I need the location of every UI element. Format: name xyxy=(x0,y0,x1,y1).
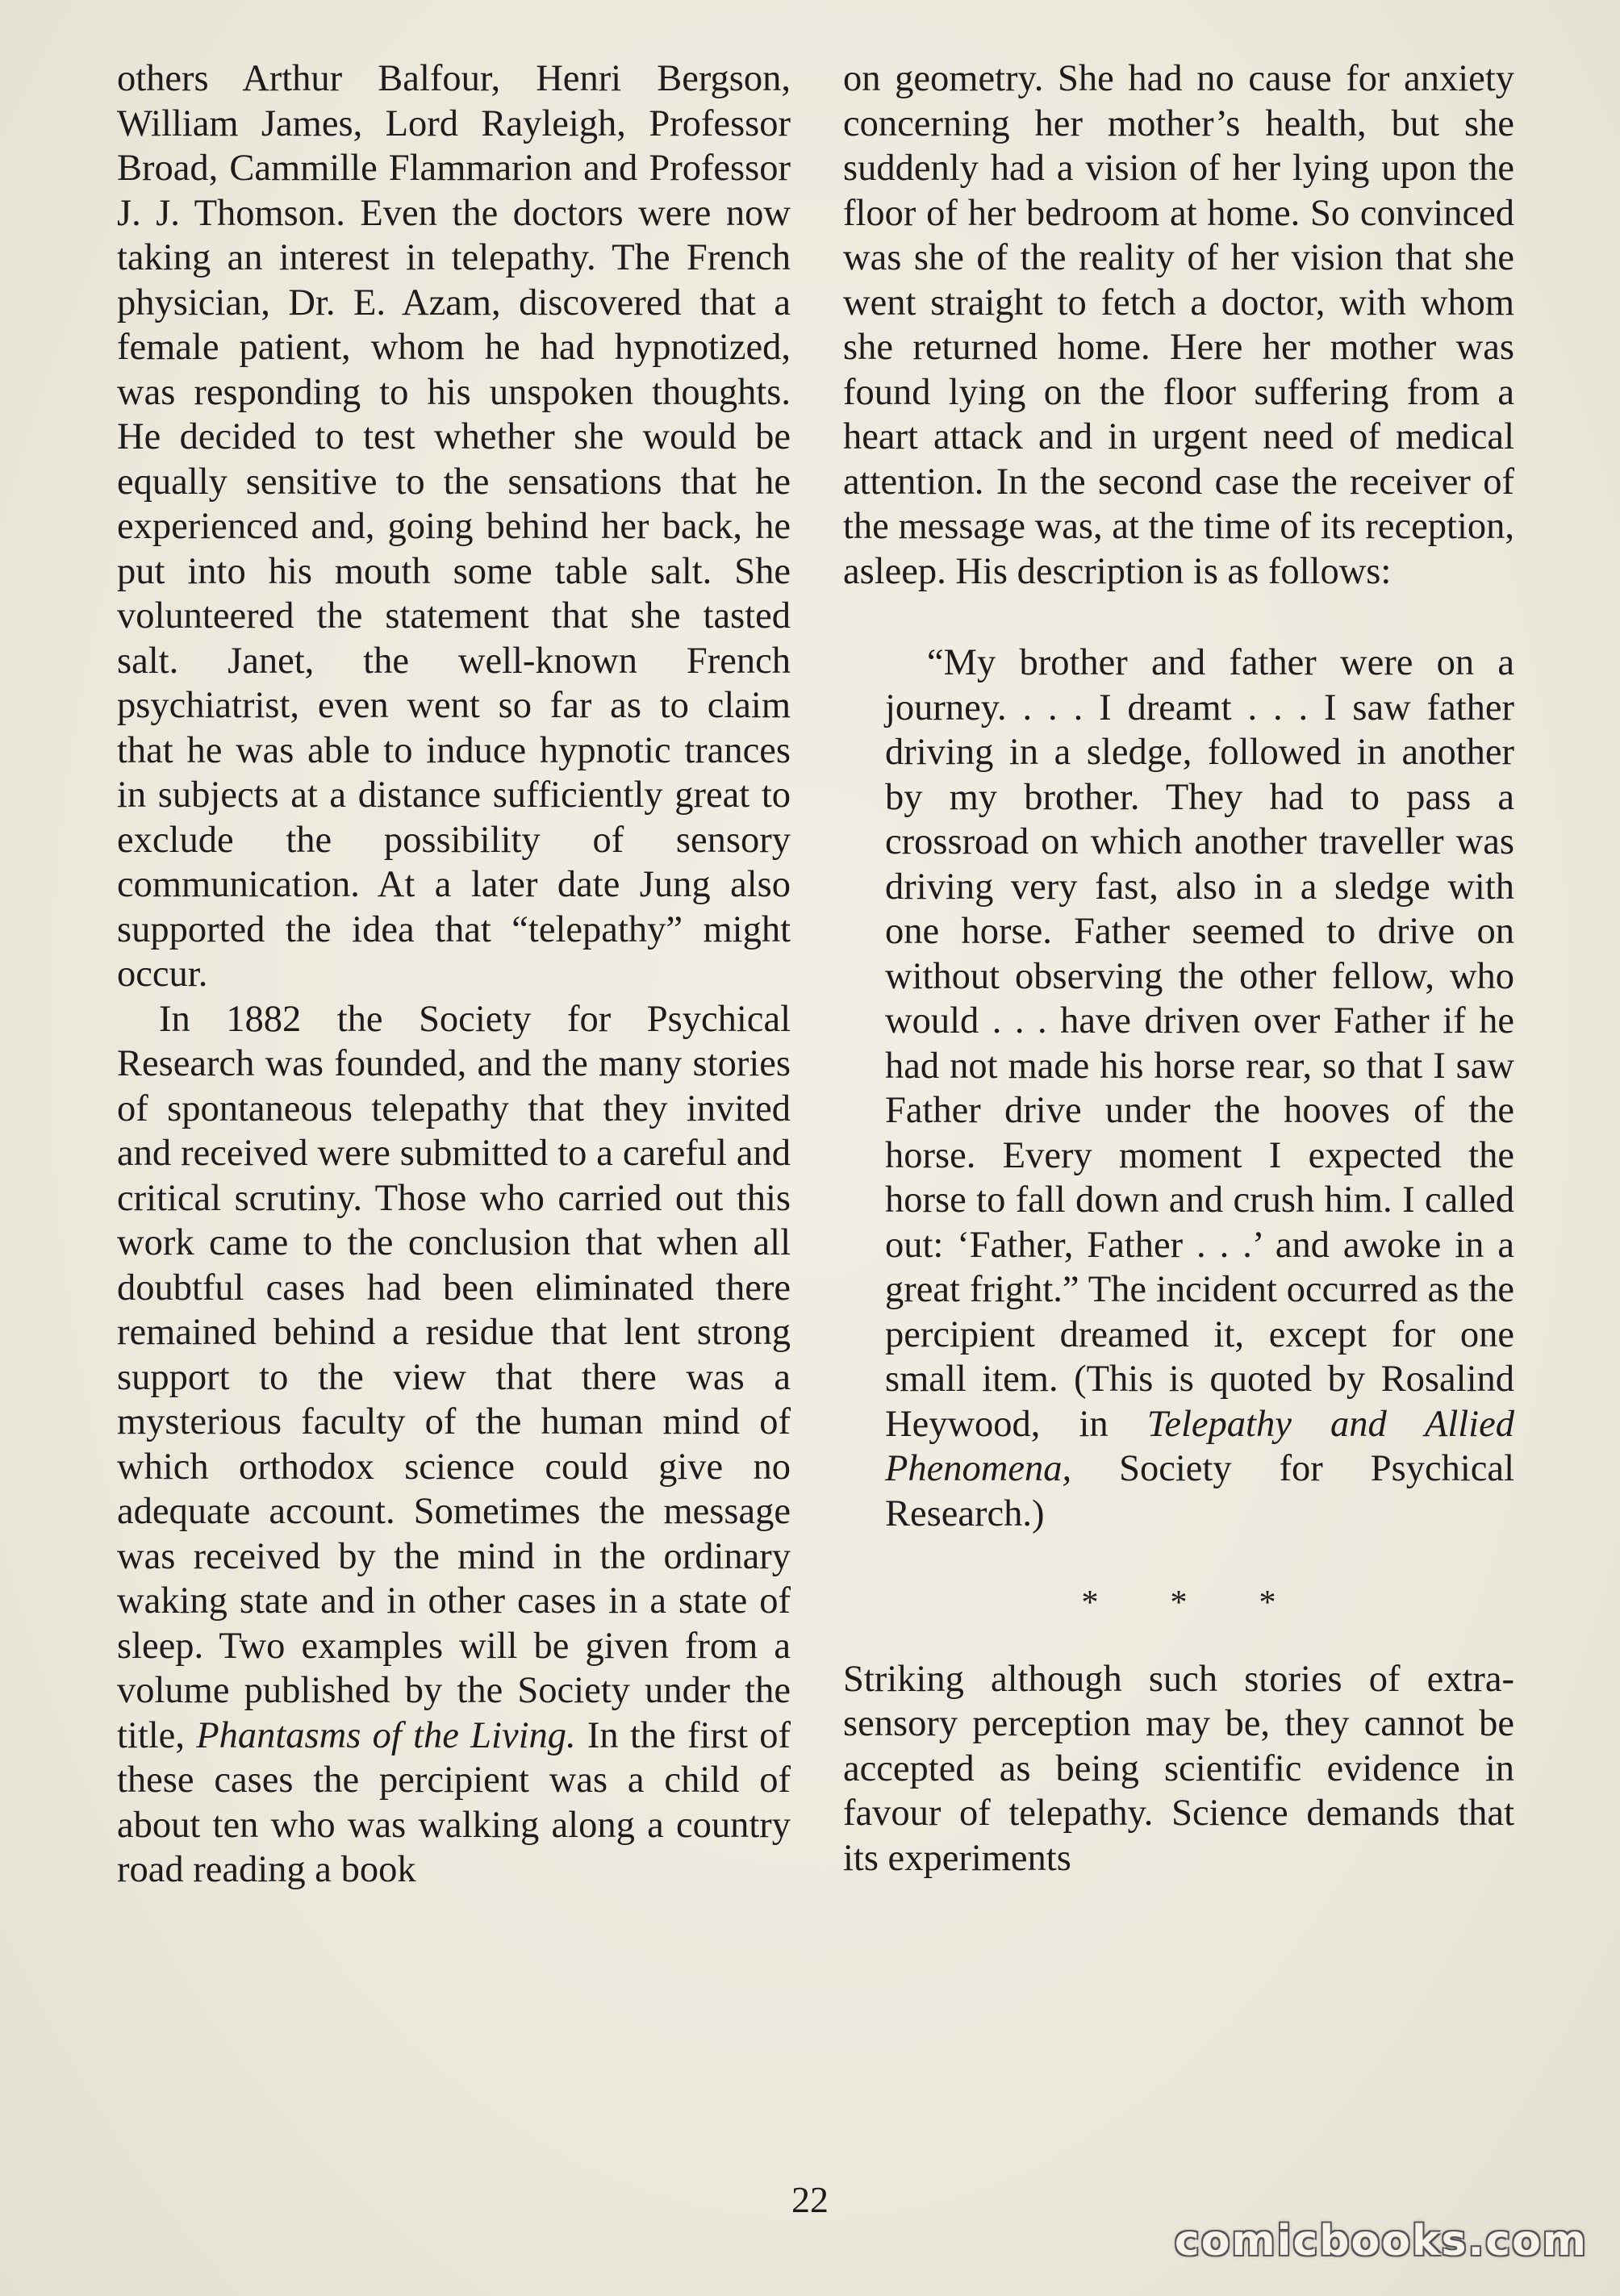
page-number: 22 xyxy=(791,2179,829,2220)
dream-quote-end: Society for Psychical Research.) xyxy=(885,1448,1514,1534)
right-paragraph-2: Striking although such stories of extra-sensory perception may be, they cannot be accepted as being scientific evidence in favour of telepathy. Science demands that its experiments xyxy=(843,1658,1514,1879)
separator-star: * xyxy=(1081,1584,1099,1622)
book-title-telepathy: Telepathy and Allied Phenomena, xyxy=(885,1403,1514,1489)
left-paragraph-2-end: In the first of these cases the percipient was a child of about ten who was walking along a country road reading a book xyxy=(117,1714,791,1890)
dream-quote-text: “My brother and father were on a journey. . . . I dreamt . . . I saw father driving in a sledge, followed in another by my brother. They had to pass a crossroad on which another traveller was driving very fast, also in a sledge with one horse. Father seemed to drive on without observing the other fellow, who would . . . have driven over Father if he had not made his horse rear, so that I saw Father drive under the hooves of the horse. Every moment I expected the horse to fall down and crush him. I called out: ‘Father, Father . . .’ and awoke in a great fright.” The incident occurred as the percipient dreamed it, except for one small item. (This is quoted by Rosalind Heywood, in xyxy=(885,642,1514,1445)
dream-quote xyxy=(885,641,1514,1536)
left-paragraph-1: others Arthur Balfour, Henri Bergson, William James, Lord Rayleigh, Professor Broad, Cammille Flammarion and Professor J. J. Thomson. Even the doctors were now taking an interest in telepathy. The French physician, Dr. E. Azam, discovered that a female patient, whom he had hypnotized, was responding to his unspoken thoughts. He decided to test whether she would be equally sensitive to the sensations that he experienced and, going behind her back, he put into his mouth some table salt. She volunteered the statement that she tasted salt. Janet, the well-known French psychiatrist, even went so far as to claim that he was able to induce hypnotic trances in subjects at a distance sufficiently great to exclude the possibility of sensory communication. At a later date Jung also supported the idea that “telepathy” might occur. xyxy=(117,58,791,995)
section-separator xyxy=(843,1581,1514,1626)
book-title-phantasms: Phantasms of the Living. xyxy=(196,1714,576,1756)
separator-star: * xyxy=(1259,1584,1276,1622)
left-paragraph-2-text: In 1882 the Society for Psychical Research was founded, and the many stories of spontaneous telepathy that they invited and received were submitted to a careful and critical scrutiny. Those who carried out this work came to the conclusion that when all doubtful cases had been eliminated there remained behind a residue that lent strong support to the view that there was a mysterious faculty of the human mind of which orthodox science could give no adequate account. Sometimes the message was received by the mind in the ordinary waking state and in other cases in a state of sleep. Two examples will be given from a volume published by the Society under the title, xyxy=(117,998,791,1756)
right-column xyxy=(843,56,1514,1881)
right-paragraph-1: on geometry. She had no cause for anxiety concerning her mother’s health, but she suddenly had a vision of her lying upon the floor of her bedroom at home. So convinced was she of the reality of her vision that she went straight to fetch a doctor, with whom she returned home. Here her mother was found lying on the floor suffering from a heart attack and in urgent need of medical attention. In the second case the receiver of the message was, at the time of its reception, asleep. His description is as follows: xyxy=(843,58,1514,592)
separator-star: * xyxy=(1170,1584,1188,1622)
watermark-logo: comicbooks.com xyxy=(1174,2217,1588,2265)
left-column xyxy=(117,56,791,1893)
left-paragraph-2 xyxy=(117,997,791,1893)
